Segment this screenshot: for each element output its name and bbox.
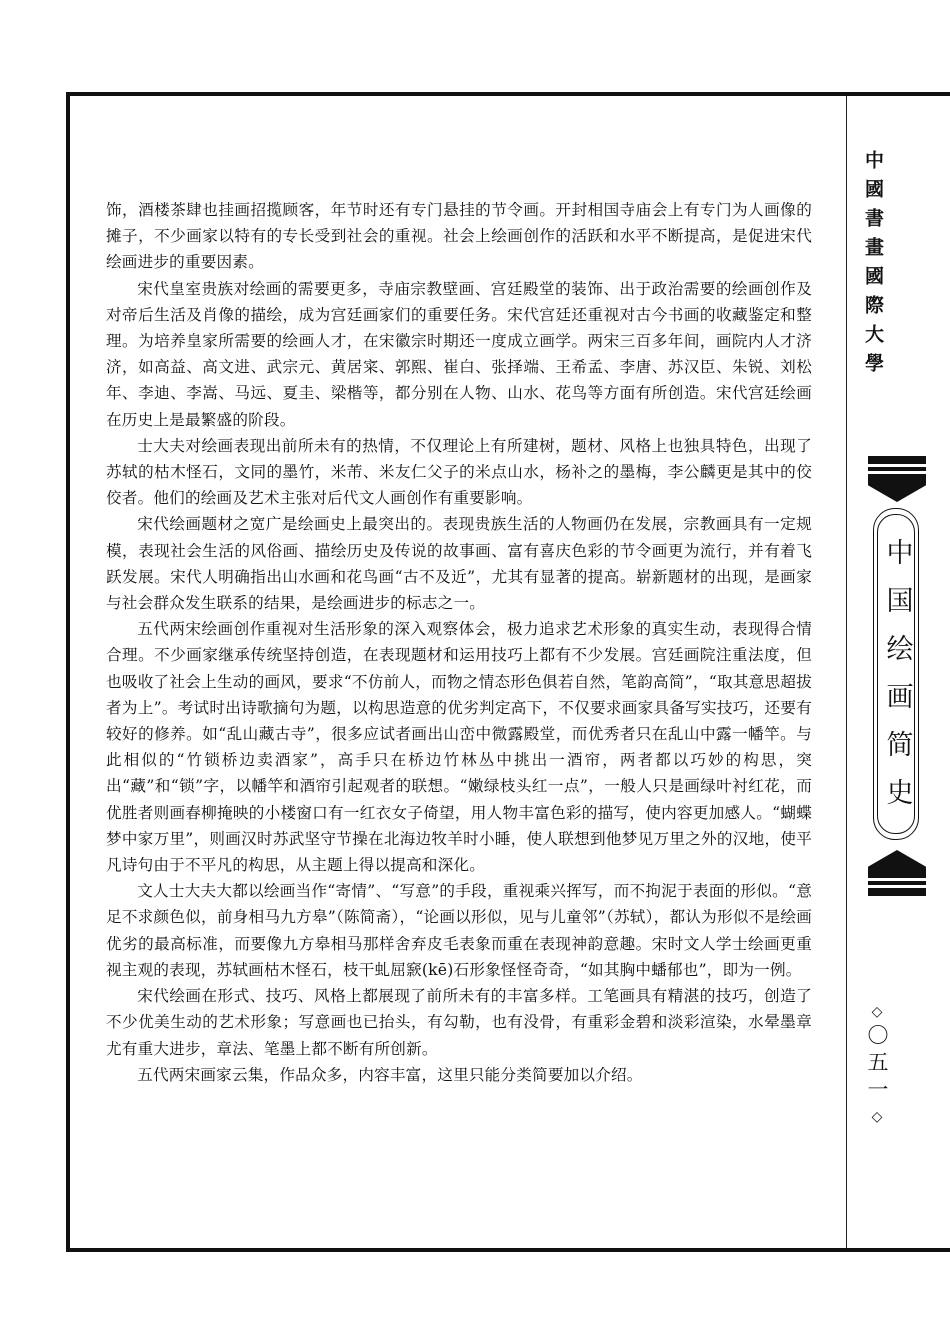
paragraph: 宋代皇室贵族对绘画的需要更多，寺庙宗教壁画、宫廷殿堂的装饰、出于政治需要的绘画创作及对帝后生活及肖像的描绘，成为宫廷画家们的重要任务。宋代宫廷还重视对古今书画的收藏鉴定和整理。为培养皇家所需要的绘画人才，在宋徽宗时期还一度成立画学。两宋三百多年间，画院内人才济济，如高益、高文进、武宗元、黄居寀、郭熙、崔白、张择端、王希孟、李唐、苏汉臣、朱锐、刘松年、李迪、李嵩、马远、夏圭、梁楷等，都分别在人物、山水、花鸟等方面有所创造。宋代宫廷绘画在历史上是最繁盛的阶段。 — [106, 279, 812, 429]
paragraph: 宋代绘画题材之宽广是绘画史上最突出的。表现贵族生活的人物画仍在发展，宗教画具有一定规模，表现社会生活的风俗画、描绘历史及传说的故事画、富有喜庆色彩的节令画更为流行，并有着飞跃发展。宋代人明确指出山水画和花鸟画“古不及近”，尤其有显著的提高。崭新题材的出现，是画家与社会群众发生联系的结果，是绘画进步的标志之一。 — [106, 515, 812, 613]
paragraph: 士大夫对绘画表现出前所未有的热情，不仅理论上有所建树，题材、风格上也独具特色，出现了苏轼的枯木怪石，文同的墨竹，米芾、米友仁父子的米点山水，杨补之的墨梅，李公麟更是其中的佼佼者。他们的绘画及艺术主张对后代文人画创作有重要影响。 — [106, 436, 812, 508]
diamond-icon: ◇ — [869, 1109, 885, 1125]
paragraph: 五代两宋绘画创作重视对生活形象的深入观察体会，极力追求艺术形象的真实生动，表现得合情合理。不少画家继承传统坚持创造，在表现题材和运用技巧上都有不少发展。宫廷画院注重法度，但也吸收了社会上生动的画风，要求“不仿前人，而物之情态形色俱若自然，笔韵高简”，“取其意思超拔者为上”。考试时出诗歌摘句为题，以构思造意的优劣判定高下，不仅要求画家具备写实技巧，还要有较好的修养。如“乱山藏古寺”，很多应试者画出山峦中微露殿堂，而优秀者只在乱山中露一幡竿。与此相似的“竹锁桥边卖酒家”，高手只在桥边竹林丛中挑出一酒帘，两者都以巧妙的构思，突出“藏”和“锁”字，以幡竿和酒帘引起观者的联想。“嫩绿枝头红一点”，一般人只是画绿叶衬红花，而优胜者则画春柳掩映的小楼窗口有一红衣女子倚望，用人物丰富色彩的描写，使内容更加感人。“蝴蝶梦中家万里”，则画汉时苏武坚守节操在北海边牧羊时小睡，使人联想到他梦见万里之外的汉地，使平凡诗句由于不平凡的构思，从主题上得以提高和深化。 — [106, 620, 812, 875]
paragraph: 饰，酒楼茶肆也挂画招揽顾客，年节时还有专门悬挂的节令画。开封相国寺庙会上有专门为人画像的摊子，不少画家以特有的专长受到社会的重视。社会上绘画创作的活跃和水平不断提高，是促进宋代绘画进步的重要因素。 — [106, 201, 812, 272]
cartouche-chevron-top — [868, 474, 926, 502]
body-text — [106, 197, 812, 1088]
university-header: 中國書畫國際大學 — [862, 150, 884, 382]
page-number: 〇五一 — [865, 1024, 889, 1105]
book-title: 中国绘画简史 — [881, 538, 913, 826]
diamond-icon: ◇ — [869, 1004, 885, 1020]
paragraph: 宋代绘画在形式、技巧、风格上都展现了前所未有的丰富多样。工笔画具有精湛的技巧，创造了不少优美生动的艺术形象；写意画也已抬头，有勾勒，也有没骨，有重彩金碧和淡彩渲染，水晕墨章尤有重大进步，章法、笔墨上都不断有所创新。 — [106, 987, 812, 1058]
paragraph: 五代两宋画家云集，作品众多，内容丰富，这里只能分类简要加以介绍。 — [137, 1065, 643, 1084]
page-number-block — [862, 1004, 892, 1125]
book-title-cartouche — [868, 456, 926, 896]
margin-divider-line — [846, 96, 847, 1248]
page-frame-left — [66, 92, 70, 1252]
cartouche-bar — [868, 456, 926, 464]
page-frame-bottom — [66, 1248, 950, 1252]
page-frame-top — [66, 92, 950, 96]
paragraph: 文人士大夫大都以绘画当作“寄情”、“写意”的手段，重视乘兴挥写，而不拘泥于表面的形似。“意足不求颜色似，前身相马九方皋”（陈简斋），“论画以形似，见与儿童邻”（苏轼），都认为形似不是绘画优劣的最高标准，而要像九方皋相马那样舍弃皮毛表象而重在表现神韵意趣。宋时文人学士绘画更重视主观的表现，苏轼画枯木怪石，枝干虬屈窾(kē)石形象怪怪奇奇，“如其胸中蟠郁也”，即为一例。 — [106, 882, 812, 979]
cartouche-bar — [868, 888, 926, 896]
cartouche-bar — [868, 881, 926, 885]
cartouche-chevron-bottom — [868, 850, 926, 878]
cartouche-bar — [868, 467, 926, 471]
